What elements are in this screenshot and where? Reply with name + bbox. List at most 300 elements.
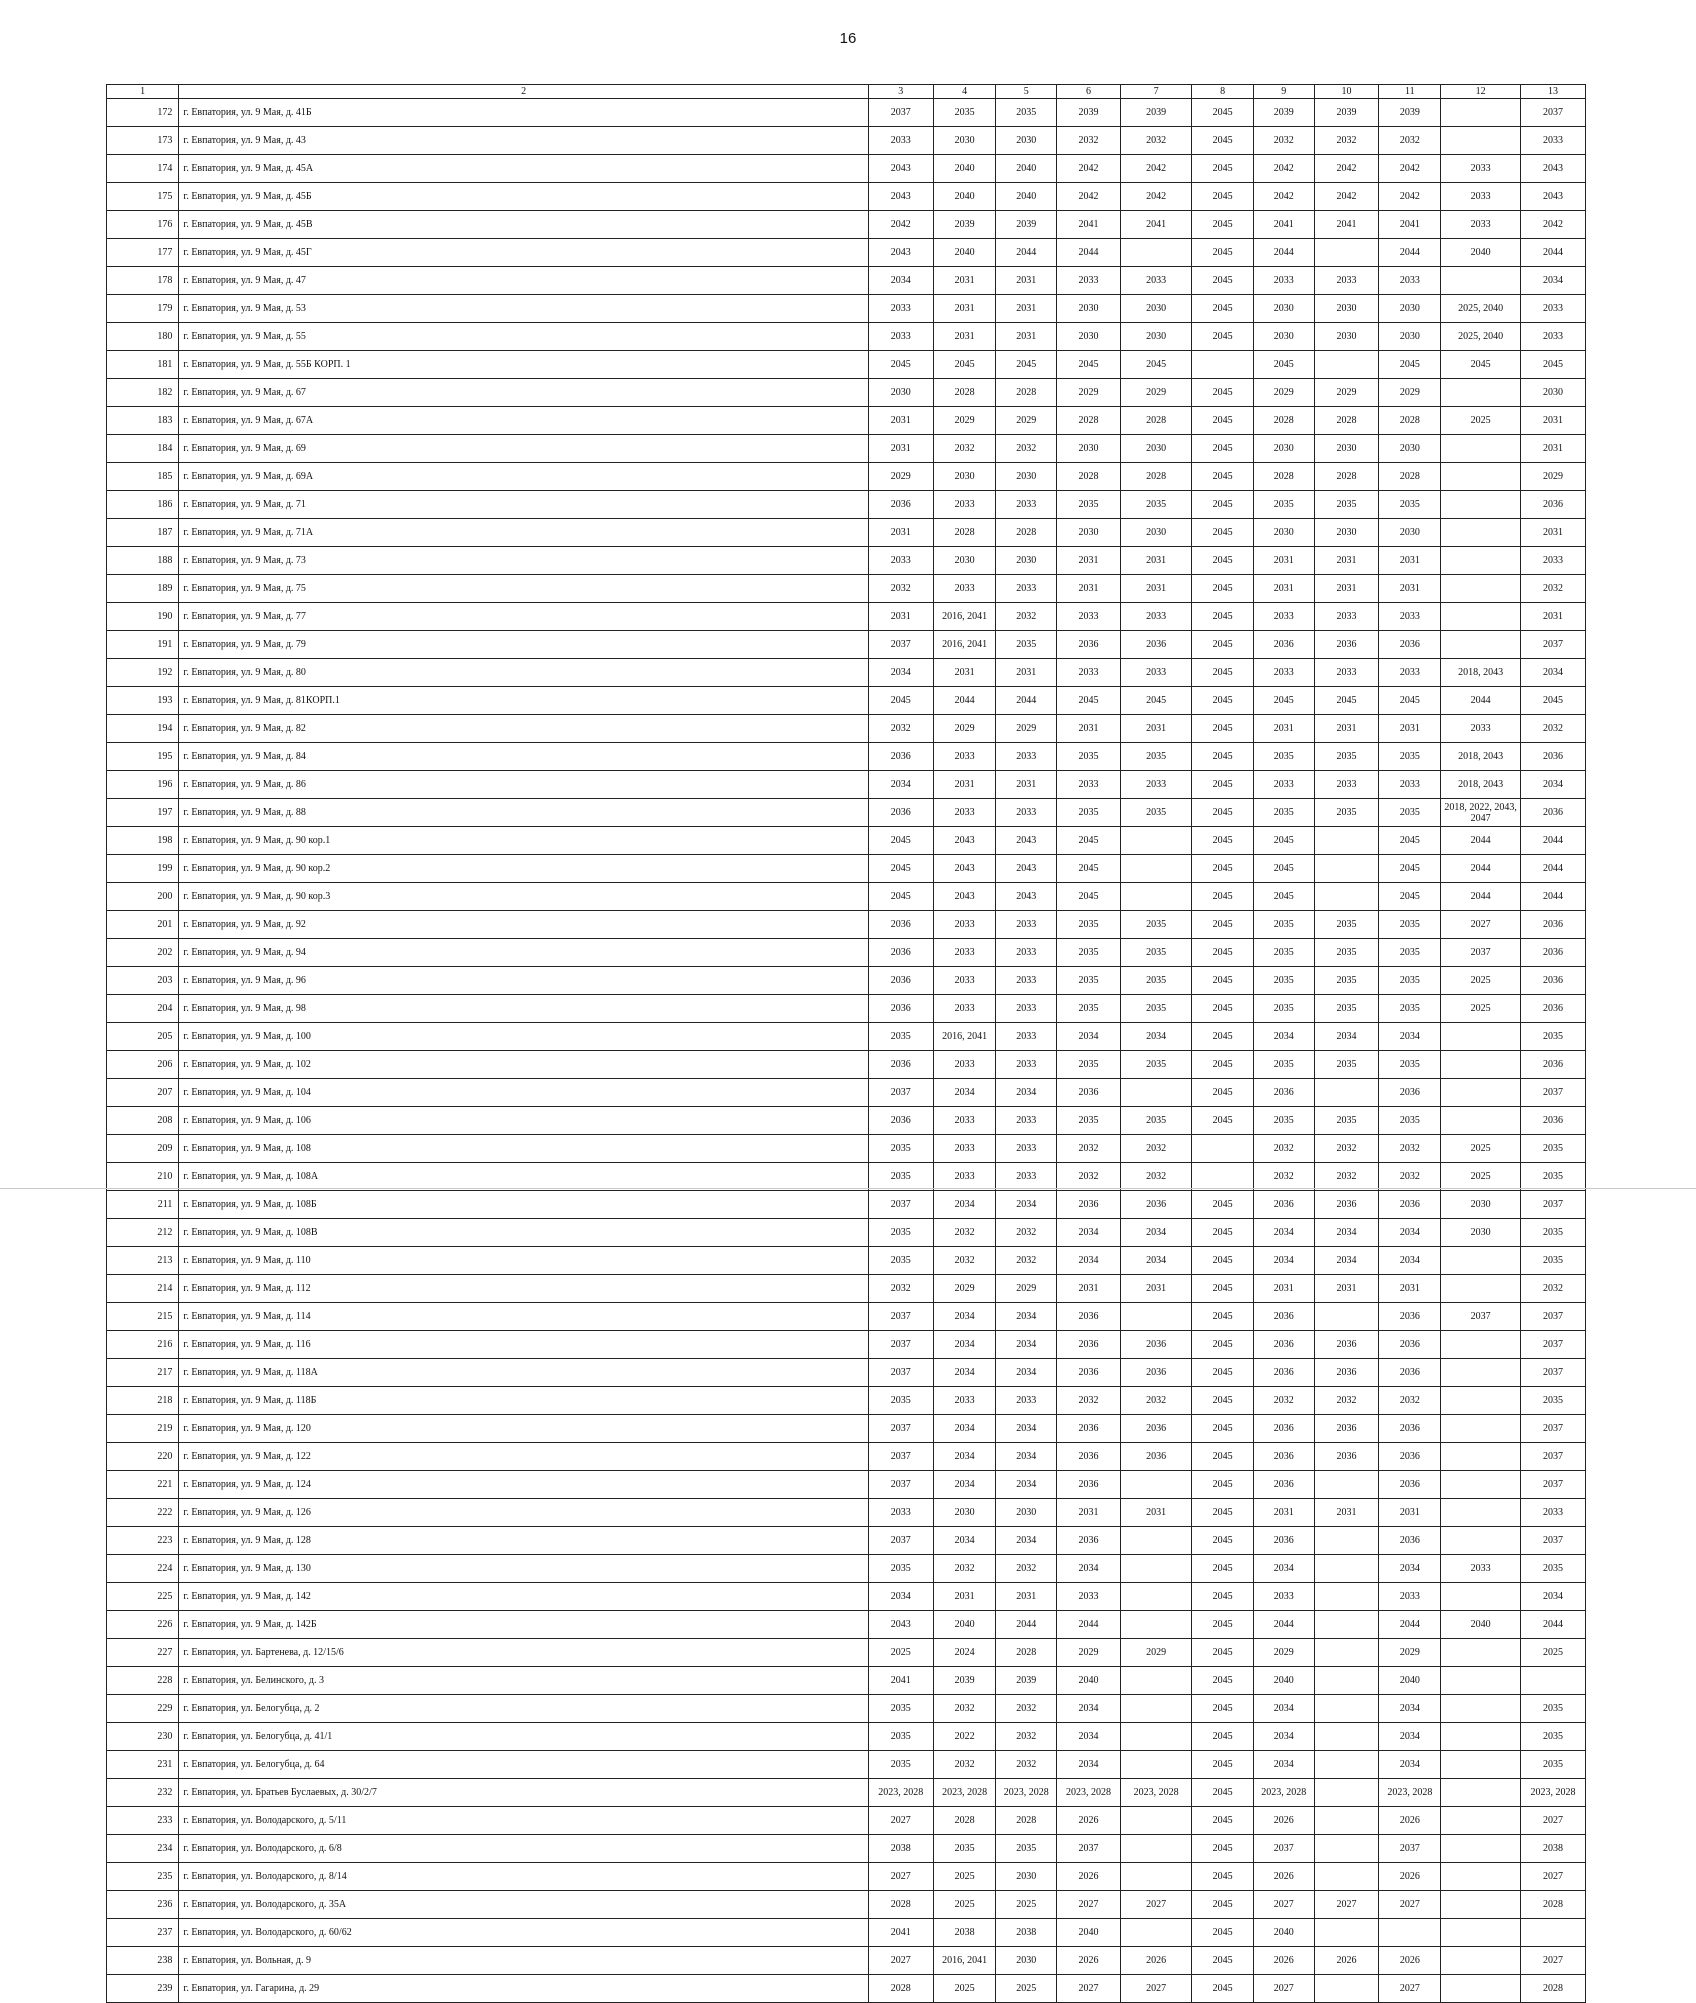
year-cell: [1441, 1443, 1521, 1471]
year-cell: 2030: [996, 1947, 1057, 1975]
row-number-cell: 211: [107, 1191, 179, 1219]
year-cell: 2035: [1253, 1107, 1314, 1135]
year-cell: 2026: [1379, 1807, 1441, 1835]
year-cell: 2034: [996, 1415, 1057, 1443]
address-cell: г. Евпатория, ул. 9 Мая, д. 80: [179, 659, 868, 687]
year-cell: 2031: [996, 659, 1057, 687]
year-cell: [1314, 1863, 1379, 1891]
year-cell: [1314, 351, 1379, 379]
year-cell: 2031: [1120, 1499, 1191, 1527]
year-cell: 2045: [1192, 967, 1254, 995]
year-cell: 2033: [1379, 267, 1441, 295]
year-cell: 2031: [1520, 519, 1585, 547]
year-cell: [1441, 1947, 1521, 1975]
year-cell: 2036: [1120, 631, 1191, 659]
year-cell: 2045: [868, 827, 933, 855]
year-cell: 2029: [1379, 1639, 1441, 1667]
year-cell: 2033: [1379, 603, 1441, 631]
table-row: [107, 1583, 1586, 1611]
year-cell: 2031: [996, 267, 1057, 295]
year-cell: 2033: [868, 547, 933, 575]
year-cell: 2033: [1441, 183, 1521, 211]
year-cell: [1314, 1667, 1379, 1695]
year-cell: [1441, 1107, 1521, 1135]
year-cell: 2045: [1253, 883, 1314, 911]
row-number-cell: 193: [107, 687, 179, 715]
year-cell: 2033: [1520, 127, 1585, 155]
year-cell: [1441, 1751, 1521, 1779]
year-cell: 2022: [933, 1723, 996, 1751]
table-row: [107, 911, 1586, 939]
year-cell: 2039: [1379, 99, 1441, 127]
year-cell: 2033: [1379, 1583, 1441, 1611]
year-cell: 2045: [1192, 519, 1254, 547]
year-cell: 2036: [1253, 1443, 1314, 1471]
table-row: [107, 435, 1586, 463]
year-cell: 2032: [1520, 1275, 1585, 1303]
year-cell: 2034: [1379, 1247, 1441, 1275]
year-cell: 2045: [1057, 855, 1121, 883]
year-cell: 2031: [996, 771, 1057, 799]
column-header: 3: [868, 85, 933, 99]
row-number-cell: 225: [107, 1583, 179, 1611]
year-cell: 2044: [1441, 883, 1521, 911]
year-cell: [1192, 1135, 1254, 1163]
year-cell: 2045: [1192, 659, 1254, 687]
year-cell: 2030: [933, 547, 996, 575]
row-number-cell: 179: [107, 295, 179, 323]
year-cell: [1192, 351, 1254, 379]
address-cell: г. Евпатория, ул. Гагарина, д. 29: [179, 1975, 868, 2003]
year-cell: 2034: [996, 1303, 1057, 1331]
table-row: [107, 1163, 1586, 1191]
year-cell: 2031: [1520, 603, 1585, 631]
year-cell: 2033: [996, 743, 1057, 771]
year-cell: 2034: [1253, 1219, 1314, 1247]
year-cell: 2034: [933, 1303, 996, 1331]
year-cell: 2033: [1253, 771, 1314, 799]
year-cell: 2034: [1379, 1695, 1441, 1723]
year-cell: 2037: [1520, 1471, 1585, 1499]
address-cell: г. Евпатория, ул. 9 Мая, д. 45А: [179, 155, 868, 183]
year-cell: 2030: [996, 1499, 1057, 1527]
year-cell: 2045: [868, 351, 933, 379]
address-cell: г. Евпатория, ул. 9 Мая, д. 84: [179, 743, 868, 771]
year-cell: [1120, 1471, 1191, 1499]
year-cell: [1441, 1807, 1521, 1835]
year-cell: 2035: [1314, 743, 1379, 771]
year-cell: 2030: [996, 1863, 1057, 1891]
year-cell: 2035: [1520, 1723, 1585, 1751]
year-cell: 2036: [1057, 1415, 1121, 1443]
year-cell: [1441, 1471, 1521, 1499]
year-cell: [1441, 1919, 1521, 1947]
year-cell: [1314, 239, 1379, 267]
year-cell: [1441, 1023, 1521, 1051]
year-cell: 2041: [868, 1667, 933, 1695]
year-cell: 2026: [1253, 1863, 1314, 1891]
row-number-cell: 214: [107, 1275, 179, 1303]
year-cell: 2032: [1253, 1135, 1314, 1163]
year-cell: 2035: [1520, 1135, 1585, 1163]
year-cell: 2036: [1120, 1191, 1191, 1219]
row-number-cell: 172: [107, 99, 179, 127]
year-cell: 2036: [1379, 1191, 1441, 1219]
row-number-cell: 239: [107, 1975, 179, 2003]
year-cell: 2028: [1314, 463, 1379, 491]
year-cell: [1441, 99, 1521, 127]
year-cell: 2045: [1192, 1051, 1254, 1079]
year-cell: 2031: [1253, 547, 1314, 575]
year-cell: 2025, 2040: [1441, 295, 1521, 323]
year-cell: 2045: [1192, 1079, 1254, 1107]
year-cell: 2026: [1120, 1947, 1191, 1975]
year-cell: 2037: [1441, 939, 1521, 967]
year-cell: 2034: [1120, 1247, 1191, 1275]
address-cell: г. Евпатория, ул. 9 Мая, д. 69: [179, 435, 868, 463]
row-number-cell: 215: [107, 1303, 179, 1331]
table-row: [107, 575, 1586, 603]
year-cell: 2032: [933, 1555, 996, 1583]
year-cell: 2025: [996, 1891, 1057, 1919]
row-number-cell: 224: [107, 1555, 179, 1583]
year-cell: 2035: [1520, 1555, 1585, 1583]
year-cell: 2045: [1192, 155, 1254, 183]
address-cell: г. Евпатория, ул. 9 Мая, д. 90 кор.2: [179, 855, 868, 883]
table-row: [107, 1611, 1586, 1639]
year-cell: 2034: [996, 1359, 1057, 1387]
row-number-cell: 188: [107, 547, 179, 575]
year-cell: 2034: [996, 1079, 1057, 1107]
table-row: [107, 967, 1586, 995]
year-cell: 2032: [1253, 1163, 1314, 1191]
year-cell: [1120, 1723, 1191, 1751]
table-row: [107, 771, 1586, 799]
year-cell: 2027: [868, 1807, 933, 1835]
row-number-cell: 202: [107, 939, 179, 967]
year-cell: 2036: [868, 743, 933, 771]
year-cell: 2031: [933, 323, 996, 351]
year-cell: 2045: [1192, 1695, 1254, 1723]
year-cell: 2032: [1379, 1163, 1441, 1191]
year-cell: 2033: [933, 1387, 996, 1415]
row-number-cell: 206: [107, 1051, 179, 1079]
year-cell: 2045: [1192, 1219, 1254, 1247]
row-number-cell: 187: [107, 519, 179, 547]
year-cell: 2032: [933, 1219, 996, 1247]
year-cell: 2042: [1120, 183, 1191, 211]
year-cell: 2030: [1120, 519, 1191, 547]
year-cell: 2033: [1314, 267, 1379, 295]
row-number-cell: 184: [107, 435, 179, 463]
year-cell: 2031: [1120, 547, 1191, 575]
year-cell: 2028: [996, 1639, 1057, 1667]
year-cell: 2034: [1057, 1695, 1121, 1723]
year-cell: 2033: [1253, 603, 1314, 631]
year-cell: 2035: [996, 631, 1057, 659]
year-cell: 2034: [1253, 1555, 1314, 1583]
year-cell: 2036: [1314, 1359, 1379, 1387]
column-header: 11: [1379, 85, 1441, 99]
year-cell: 2032: [996, 603, 1057, 631]
year-cell: 2045: [1192, 1443, 1254, 1471]
year-cell: 2034: [868, 659, 933, 687]
year-cell: 2031: [1379, 575, 1441, 603]
year-cell: 2042: [1379, 183, 1441, 211]
year-cell: 2032: [996, 1555, 1057, 1583]
year-cell: 2044: [1520, 827, 1585, 855]
year-cell: 2033: [996, 1107, 1057, 1135]
year-cell: 2036: [1379, 1443, 1441, 1471]
row-number-cell: 217: [107, 1359, 179, 1387]
year-cell: 2035: [1120, 491, 1191, 519]
year-cell: 2045: [1192, 603, 1254, 631]
address-cell: г. Евпатория, ул. 9 Мая, д. 102: [179, 1051, 868, 1079]
year-cell: 2033: [1520, 323, 1585, 351]
year-cell: [1314, 1807, 1379, 1835]
year-cell: [1314, 1919, 1379, 1947]
year-cell: 2030: [1441, 1219, 1521, 1247]
year-cell: 2045: [1192, 1247, 1254, 1275]
year-cell: 2035: [1379, 1051, 1441, 1079]
column-header: 10: [1314, 85, 1379, 99]
year-cell: [1120, 1919, 1191, 1947]
year-cell: 2034: [1520, 1583, 1585, 1611]
year-cell: 2036: [1520, 743, 1585, 771]
year-cell: 2036: [868, 799, 933, 827]
address-cell: г. Евпатория, ул. Братьев Буслаевых, д. 30/2/7: [179, 1779, 868, 1807]
year-cell: 2035: [1314, 911, 1379, 939]
address-cell: г. Евпатория, ул. 9 Мая, д. 47: [179, 267, 868, 295]
year-cell: 2031: [1314, 1499, 1379, 1527]
year-cell: 2036: [868, 491, 933, 519]
year-cell: 2033: [933, 575, 996, 603]
year-cell: [1192, 1163, 1254, 1191]
year-cell: 2030: [1253, 435, 1314, 463]
year-cell: 2044: [1057, 1611, 1121, 1639]
year-cell: [1520, 1667, 1585, 1695]
year-cell: [1314, 1079, 1379, 1107]
row-number-cell: 194: [107, 715, 179, 743]
year-cell: 2027: [1520, 1947, 1585, 1975]
year-cell: 2032: [868, 1275, 933, 1303]
year-cell: 2045: [1192, 743, 1254, 771]
year-cell: 2036: [1253, 1079, 1314, 1107]
year-cell: 2032: [1057, 127, 1121, 155]
year-cell: [1441, 1331, 1521, 1359]
year-cell: 2023, 2028: [1520, 1779, 1585, 1807]
table-row: [107, 407, 1586, 435]
address-cell: г. Евпатория, ул. 9 Мая, д. 69А: [179, 463, 868, 491]
year-cell: 2018, 2043: [1441, 659, 1521, 687]
year-cell: 2033: [933, 743, 996, 771]
year-cell: 2035: [1314, 1051, 1379, 1079]
year-cell: 2031: [1314, 575, 1379, 603]
year-cell: 2033: [933, 1051, 996, 1079]
year-cell: 2045: [1192, 1583, 1254, 1611]
year-cell: 2036: [1379, 1303, 1441, 1331]
year-cell: 2035: [868, 1023, 933, 1051]
year-cell: 2045: [1192, 1107, 1254, 1135]
year-cell: 2043: [868, 183, 933, 211]
year-cell: [1441, 1275, 1521, 1303]
year-cell: 2040: [1379, 1667, 1441, 1695]
year-cell: [1441, 1583, 1521, 1611]
year-cell: 2032: [1120, 1135, 1191, 1163]
year-cell: 2035: [1314, 1107, 1379, 1135]
year-cell: [1441, 575, 1521, 603]
row-number-cell: 191: [107, 631, 179, 659]
table-row: [107, 631, 1586, 659]
year-cell: 2026: [1253, 1807, 1314, 1835]
year-cell: 2028: [868, 1975, 933, 2003]
year-cell: 2035: [1379, 911, 1441, 939]
year-cell: 2036: [1057, 1303, 1121, 1331]
year-cell: 2036: [1120, 1415, 1191, 1443]
year-cell: 2044: [996, 1611, 1057, 1639]
address-cell: г. Евпатория, ул. 9 Мая, д. 118А: [179, 1359, 868, 1387]
year-cell: 2045: [1192, 1863, 1254, 1891]
year-cell: [1441, 491, 1521, 519]
year-cell: 2045: [1520, 687, 1585, 715]
year-cell: 2035: [868, 1135, 933, 1163]
year-cell: 2029: [933, 1275, 996, 1303]
year-cell: 2035: [1520, 1247, 1585, 1275]
year-cell: [1120, 1079, 1191, 1107]
year-cell: 2045: [1192, 911, 1254, 939]
year-cell: [1314, 1303, 1379, 1331]
year-cell: 2032: [996, 1247, 1057, 1275]
table-row: [107, 99, 1586, 127]
table-row: [107, 1415, 1586, 1443]
year-cell: 2045: [1192, 1499, 1254, 1527]
year-cell: 2032: [1253, 1387, 1314, 1415]
year-cell: [1314, 883, 1379, 911]
year-cell: 2045: [1192, 1779, 1254, 1807]
year-cell: 2031: [996, 295, 1057, 323]
table-row: [107, 1051, 1586, 1079]
row-number-cell: 205: [107, 1023, 179, 1051]
year-cell: 2035: [1379, 1107, 1441, 1135]
year-cell: 2034: [868, 1583, 933, 1611]
year-cell: 2036: [1057, 1359, 1121, 1387]
year-cell: 2035: [1379, 799, 1441, 827]
year-cell: 2036: [1057, 631, 1121, 659]
year-cell: 2045: [1192, 827, 1254, 855]
year-cell: 2036: [1314, 1415, 1379, 1443]
row-number-cell: 177: [107, 239, 179, 267]
year-cell: [1441, 1975, 1521, 2003]
year-cell: [1120, 1583, 1191, 1611]
row-number-cell: 183: [107, 407, 179, 435]
year-cell: 2034: [996, 1471, 1057, 1499]
table-row: [107, 1807, 1586, 1835]
year-cell: 2036: [1379, 1527, 1441, 1555]
year-cell: 2035: [1057, 939, 1121, 967]
year-cell: 2028: [1379, 407, 1441, 435]
year-cell: 2044: [933, 687, 996, 715]
year-cell: 2043: [868, 155, 933, 183]
year-cell: 2036: [1379, 1079, 1441, 1107]
year-cell: 2031: [1314, 547, 1379, 575]
address-cell: г. Евпатория, ул. 9 Мая, д. 112: [179, 1275, 868, 1303]
year-cell: 2034: [933, 1331, 996, 1359]
column-header: 8: [1192, 85, 1254, 99]
year-cell: 2036: [1379, 1359, 1441, 1387]
year-cell: 2036: [1520, 1051, 1585, 1079]
year-cell: 2031: [868, 519, 933, 547]
year-cell: 2036: [1520, 799, 1585, 827]
year-cell: 2035: [868, 1751, 933, 1779]
column-header: 9: [1253, 85, 1314, 99]
data-table: [106, 84, 1586, 2003]
year-cell: 2031: [1120, 575, 1191, 603]
year-cell: 2027: [868, 1863, 933, 1891]
year-cell: 2045: [1192, 1611, 1254, 1639]
table-row: [107, 323, 1586, 351]
year-cell: 2034: [933, 1527, 996, 1555]
year-cell: 2045: [868, 687, 933, 715]
year-cell: 2033: [1120, 267, 1191, 295]
year-cell: 2040: [1253, 1667, 1314, 1695]
year-cell: 2034: [1314, 1023, 1379, 1051]
year-cell: 2045: [1314, 687, 1379, 715]
year-cell: 2033: [868, 323, 933, 351]
year-cell: [1120, 855, 1191, 883]
year-cell: [1314, 1471, 1379, 1499]
year-cell: 2031: [1057, 575, 1121, 603]
year-cell: [1314, 1779, 1379, 1807]
year-cell: 2035: [1314, 799, 1379, 827]
year-cell: [1379, 1919, 1441, 1947]
table-row: [107, 1331, 1586, 1359]
year-cell: 2033: [868, 127, 933, 155]
row-number-cell: 204: [107, 995, 179, 1023]
year-cell: 2038: [868, 1835, 933, 1863]
year-cell: 2038: [996, 1919, 1057, 1947]
address-cell: г. Евпатория, ул. 9 Мая, д. 104: [179, 1079, 868, 1107]
year-cell: 2042: [868, 211, 933, 239]
year-cell: 2037: [868, 1471, 933, 1499]
year-cell: 2031: [1253, 1275, 1314, 1303]
year-cell: 2045: [1192, 631, 1254, 659]
year-cell: 2035: [1253, 967, 1314, 995]
scan-edge-line: [0, 1188, 1696, 1189]
year-cell: [1441, 603, 1521, 631]
year-cell: 2018, 2043: [1441, 743, 1521, 771]
address-cell: г. Евпатория, ул. Володарского, д. 8/14: [179, 1863, 868, 1891]
table-row: [107, 463, 1586, 491]
year-cell: 2045: [1192, 463, 1254, 491]
year-cell: [1441, 1639, 1521, 1667]
year-cell: 2044: [1253, 1611, 1314, 1639]
year-cell: 2031: [1057, 1275, 1121, 1303]
year-cell: 2045: [1192, 1919, 1254, 1947]
year-cell: 2028: [1057, 463, 1121, 491]
year-cell: 2033: [1120, 659, 1191, 687]
table-row: [107, 1387, 1586, 1415]
year-cell: [1441, 547, 1521, 575]
year-cell: [1314, 1639, 1379, 1667]
year-cell: 2036: [1314, 631, 1379, 659]
year-cell: 2032: [933, 1695, 996, 1723]
year-cell: 2036: [1253, 1471, 1314, 1499]
table-row: [107, 715, 1586, 743]
year-cell: 2028: [996, 519, 1057, 547]
column-header: 7: [1120, 85, 1191, 99]
year-cell: 2040: [1253, 1919, 1314, 1947]
year-cell: 2037: [868, 1443, 933, 1471]
